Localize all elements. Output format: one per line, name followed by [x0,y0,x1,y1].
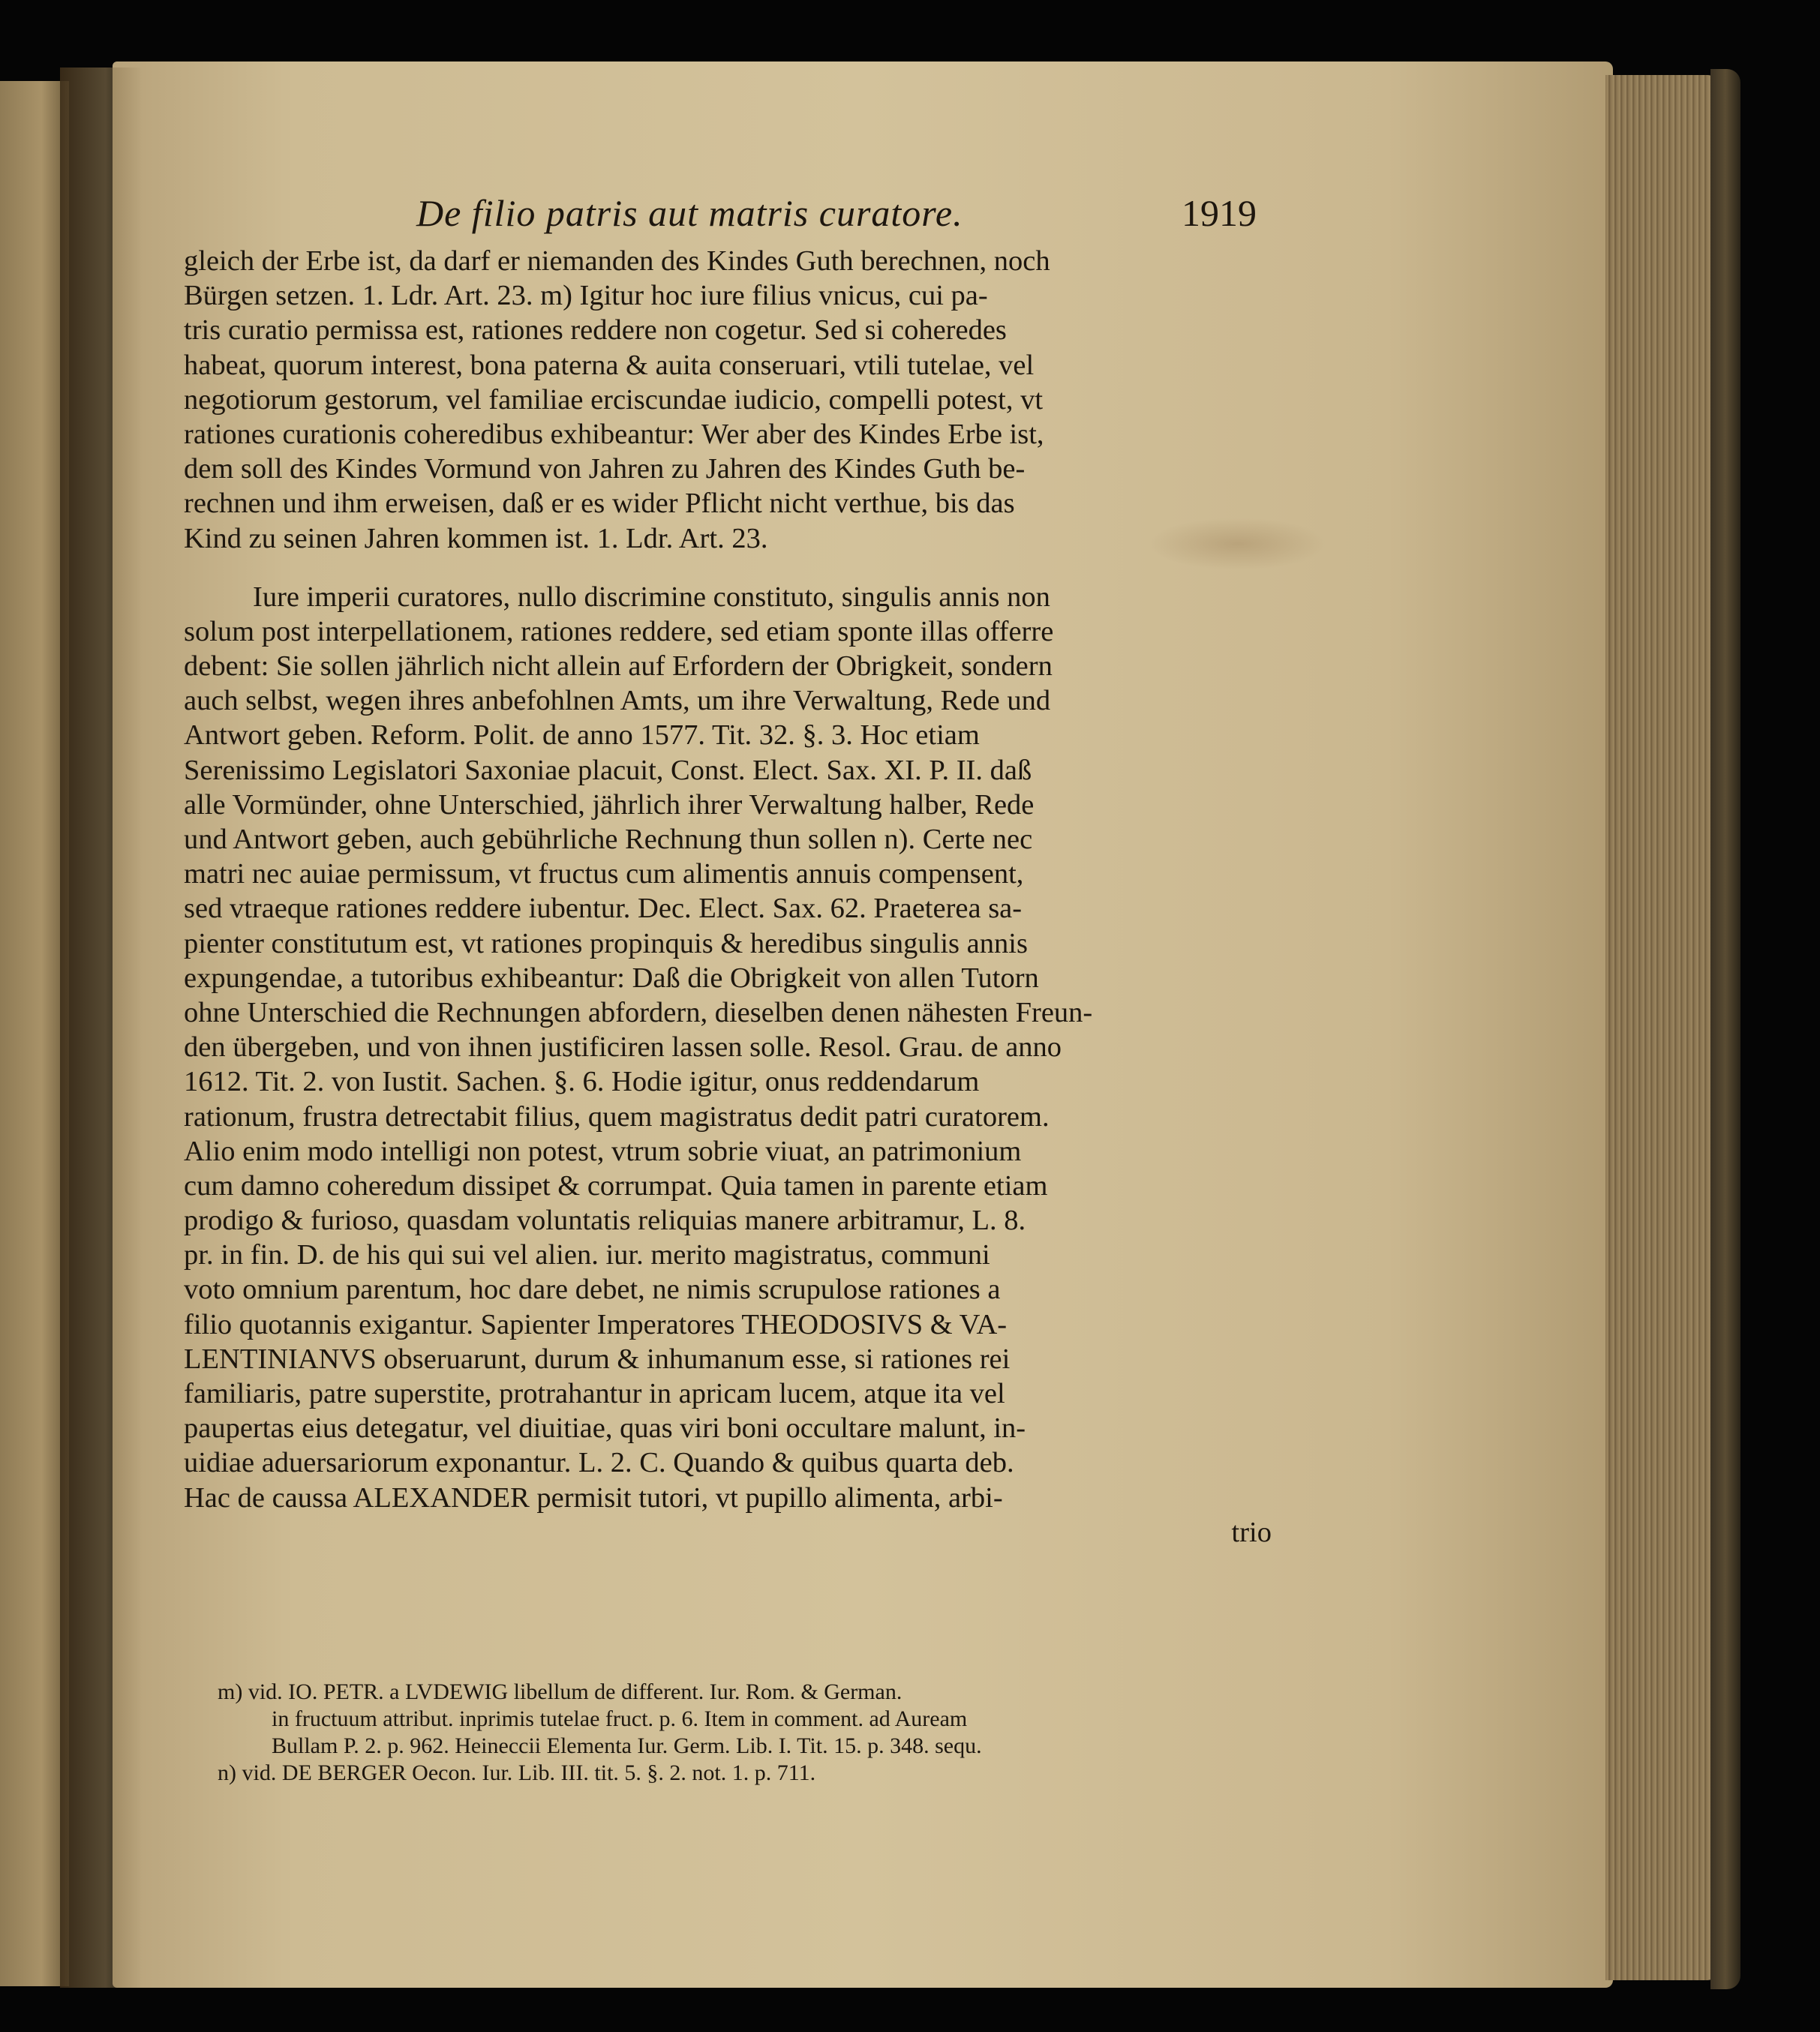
text-line: 1612. Tit. 2. von Iustit. Sachen. §. 6. Hodie igitur, onus reddendarum [184,1066,980,1098]
text-line: uidiae aduersariorum exponantur. L. 2. C. Quando & quibus quarta deb. [184,1447,1014,1479]
text-line: Bürgen setzen. 1. Ldr. Art. 23. m) Igitur hoc iure filius vnicus, cui pa- [184,280,988,312]
running-title: De filio patris aut matris curatore. [416,192,963,234]
footnote-line: n) vid. DE BERGER Oecon. Iur. Lib. III. tit. 5. §. 2. not. 1. p. 711. [218,1760,816,1785]
text-line: paupertas eius detegatur, vel diuitiae, quas viri boni occultare malunt, in- [184,1412,1026,1445]
text-line: pienter constitutum est, vt rationes propinquis & heredibus singulis annis [184,927,1028,959]
page-number: 1919 [1182,192,1257,234]
text-line: alle Vormünder, ohne Unterschied, jährlich ihrer Verwaltung halber, Rede [184,788,1035,821]
footnote-line: Bullam P. 2. p. 962. Heineccii Elementa Iur. Germ. Lib. I. Tit. 15. p. 348. sequ. [272,1733,982,1758]
text-line: auch selbst, wegen ihres anbefohlnen Amts, um ihre Verwaltung, Rede und [184,685,1051,717]
text-line: familiaris, patre superstite, protrahantur in apricam lucem, atque ita vel [184,1378,1005,1409]
footnote-line: m) vid. IO. PETR. a LVDEWIG libellum de different. Iur. Rom. & German. [218,1679,902,1704]
text-line: matri nec auiae permissum, vt fructus cum alimentis annuis compensent, [184,858,1024,890]
text-line: cum damno coheredum dissipet & corrumpat. Quia tamen in parente etiam [184,1169,1048,1202]
body-text [184,244,1279,1550]
footnotes [218,1679,1290,1787]
text-line: den übergeben, und von ihnen justificiren lassen solle. Resol. Grau. de anno [184,1031,1062,1064]
text-line: solum post interpellationem, rationes reddere, sed etiam sponte illas offerre [184,615,1054,647]
paragraph-spacer [184,556,1279,580]
facing-page-edge [0,81,69,1986]
text-line: Hac de caussa ALEXANDER permisit tutori, vt pupillo alimenta, arbi- [184,1481,1003,1514]
book-gutter [60,68,143,1988]
text-line: debent: Sie sollen jährlich nicht allein auf Erfordern der Obrigkeit, sondern [184,650,1053,683]
catchword: trio [1231,1516,1272,1548]
text-line: Iure imperii curatores, nullo discrimine constituto, singulis annis non [253,581,1050,613]
paragraph-2 [184,580,1279,1550]
text-line: voto omnium parentum, hoc dare debet, ne nimis scrupulose rationes a [184,1274,1001,1306]
text-line: ohne Unterschied die Rechnungen abfordern, dieselben denen nähesten Freun- [184,996,1093,1028]
text-line: rechnen und ihm erweisen, daß er es wider Pflicht nicht verthue, bis das [184,488,1015,520]
text-line: filio quotannis exigantur. Sapienter Imperatores THEODOSIVS & VA- [184,1308,1008,1340]
text-line: gleich der Erbe ist, da darf er niemanden des Kindes Guth berechnen, noch [184,245,1050,277]
text-line: rationum, frustra detrectabit filius, quem magistratus dedit patri curatorem. [184,1100,1050,1133]
text-line: expungendae, a tutoribus exhibeantur: Daß die Obrigkeit von allen Tutorn [184,962,1039,994]
text-line: tris curatio permissa est, rationes reddere non cogetur. Sed si coheredes [184,314,1007,347]
page-block-edge [1605,75,1718,1980]
text-line: LENTINIANVS obseruarunt, durum & inhumanum esse, si rationes rei [184,1343,1011,1375]
text-line: und Antwort geben, auch gebührliche Rechnung thun sollen n). Certe nec [184,824,1033,855]
text-line: rationes curationis coheredibus exhibeantur: Wer aber des Kindes Erbe ist, [184,418,1044,450]
footnote-line: in fructuum attribut. inprimis tutelae fruct. p. 6. Item in comment. ad Auream [272,1706,968,1731]
text-line: sed vtraeque rationes reddere iubentur. Dec. Elect. Sax. 62. Praeterea sa- [184,893,1023,925]
text-line: negotiorum gestorum, vel familiae erciscundae iudicio, compelli potest, vt [184,383,1044,416]
text-line: Antwort geben. Reform. Polit. de anno 1577. Tit. 32. §. 3. Hoc etiam [184,719,980,752]
text-line: prodigo & furioso, quasdam voluntatis reliquias manere arbitramur, L. 8. [184,1205,1026,1237]
text-line: Serenissimo Legislatori Saxoniae placuit, Const. Elect. Sax. XI. P. II. daß [184,754,1032,786]
text-line: dem soll des Kindes Vormund von Jahren zu Jahren des Kindes Guth be- [184,453,1026,485]
text-line: Kind zu seinen Jahren kommen ist. 1. Ldr. Art. 23. [184,522,768,554]
text-line: habeat, quorum interest, bona paterna & auita conseruari, vtili tutelae, vel [184,349,1035,381]
page-header [416,191,1279,244]
book-cover-edge [1710,69,1740,1989]
paragraph-1 [184,244,1279,556]
text-line: Alio enim modo intelligi non potest, vtrum sobrie viuat, an patrimonium [184,1135,1022,1167]
text-line: pr. in fin. D. de his qui sui vel alien. iur. merito magistratus, communi [184,1239,990,1271]
